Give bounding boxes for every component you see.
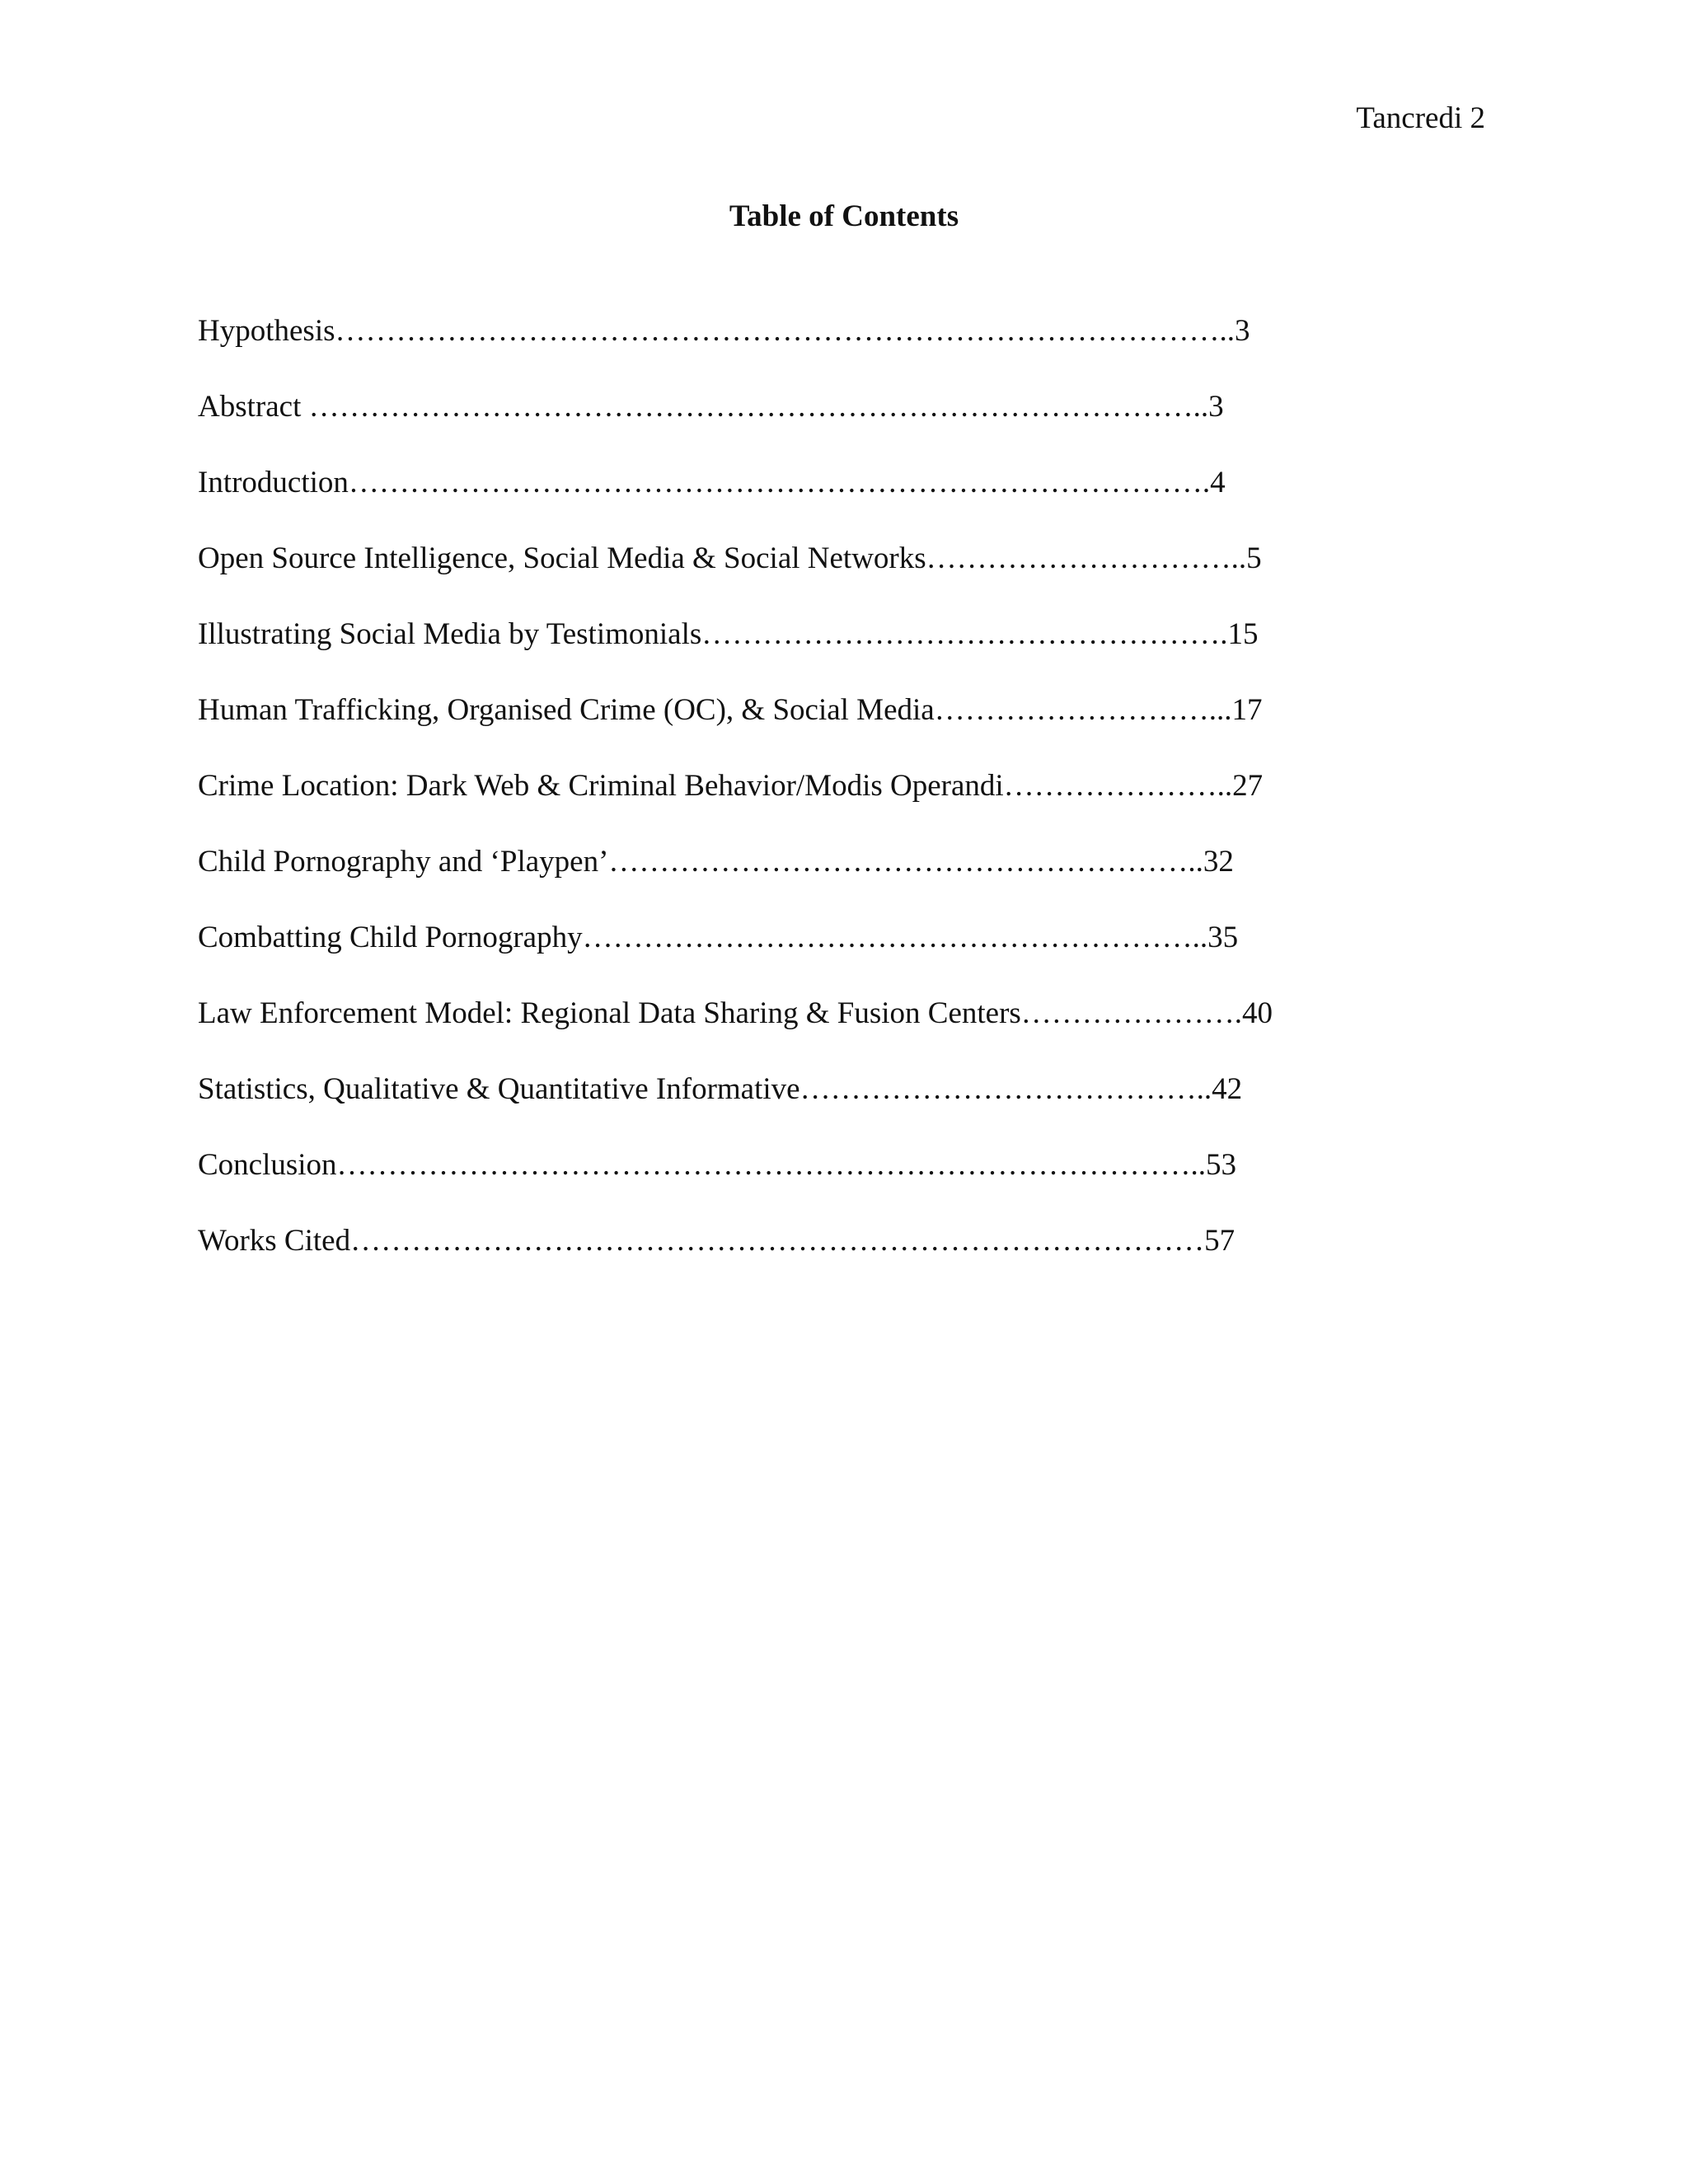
toc-entry-statistics: Statistics, Qualitative & Quantitative Informative…………………………………..42 bbox=[198, 1072, 1243, 1106]
page-title: Table of Contents bbox=[729, 199, 959, 233]
toc-entry-combatting-child-pornography: Combatting Child Pornography……………………………………………………..35 bbox=[198, 921, 1239, 954]
table-of-contents bbox=[198, 312, 1273, 1297]
running-head: Tancredi 2 bbox=[1356, 101, 1485, 135]
toc-entry-open-source-intelligence: Open Source Intelligence, Social Media & Social Networks…………………………..5 bbox=[198, 541, 1262, 575]
toc-entry-conclusion: Conclusion…………………………………………………………………………..53 bbox=[198, 1148, 1237, 1182]
toc-entry-child-pornography-playpen: Child Pornography and ‘Playpen’…………………………………………………..32 bbox=[198, 845, 1234, 879]
toc-entry-abstract: Abstract ……………………………………………………………………………..3 bbox=[198, 390, 1224, 424]
toc-entry-crime-location: Crime Location: Dark Web & Criminal Behavior/Modis Operandi…………………..27 bbox=[198, 769, 1264, 803]
toc-entry-law-enforcement-model: Law Enforcement Model: Regional Data Sharing & Fusion Centers………………….40 bbox=[198, 996, 1273, 1030]
toc-entry-works-cited: Works Cited…………………………………………………………………………57 bbox=[198, 1224, 1236, 1258]
toc-entry-illustrating-social-media: Illustrating Social Media by Testimonials…………………………………………….15 bbox=[198, 617, 1259, 651]
toc-entry-introduction: Introduction………………………………………………………………………….4 bbox=[198, 466, 1226, 499]
toc-entry-human-trafficking: Human Trafficking, Organised Crime (OC), & Social Media………………………...17 bbox=[198, 693, 1263, 727]
toc-entry-hypothesis: Hypothesis……………………………………………………………………………..3 bbox=[198, 314, 1250, 348]
